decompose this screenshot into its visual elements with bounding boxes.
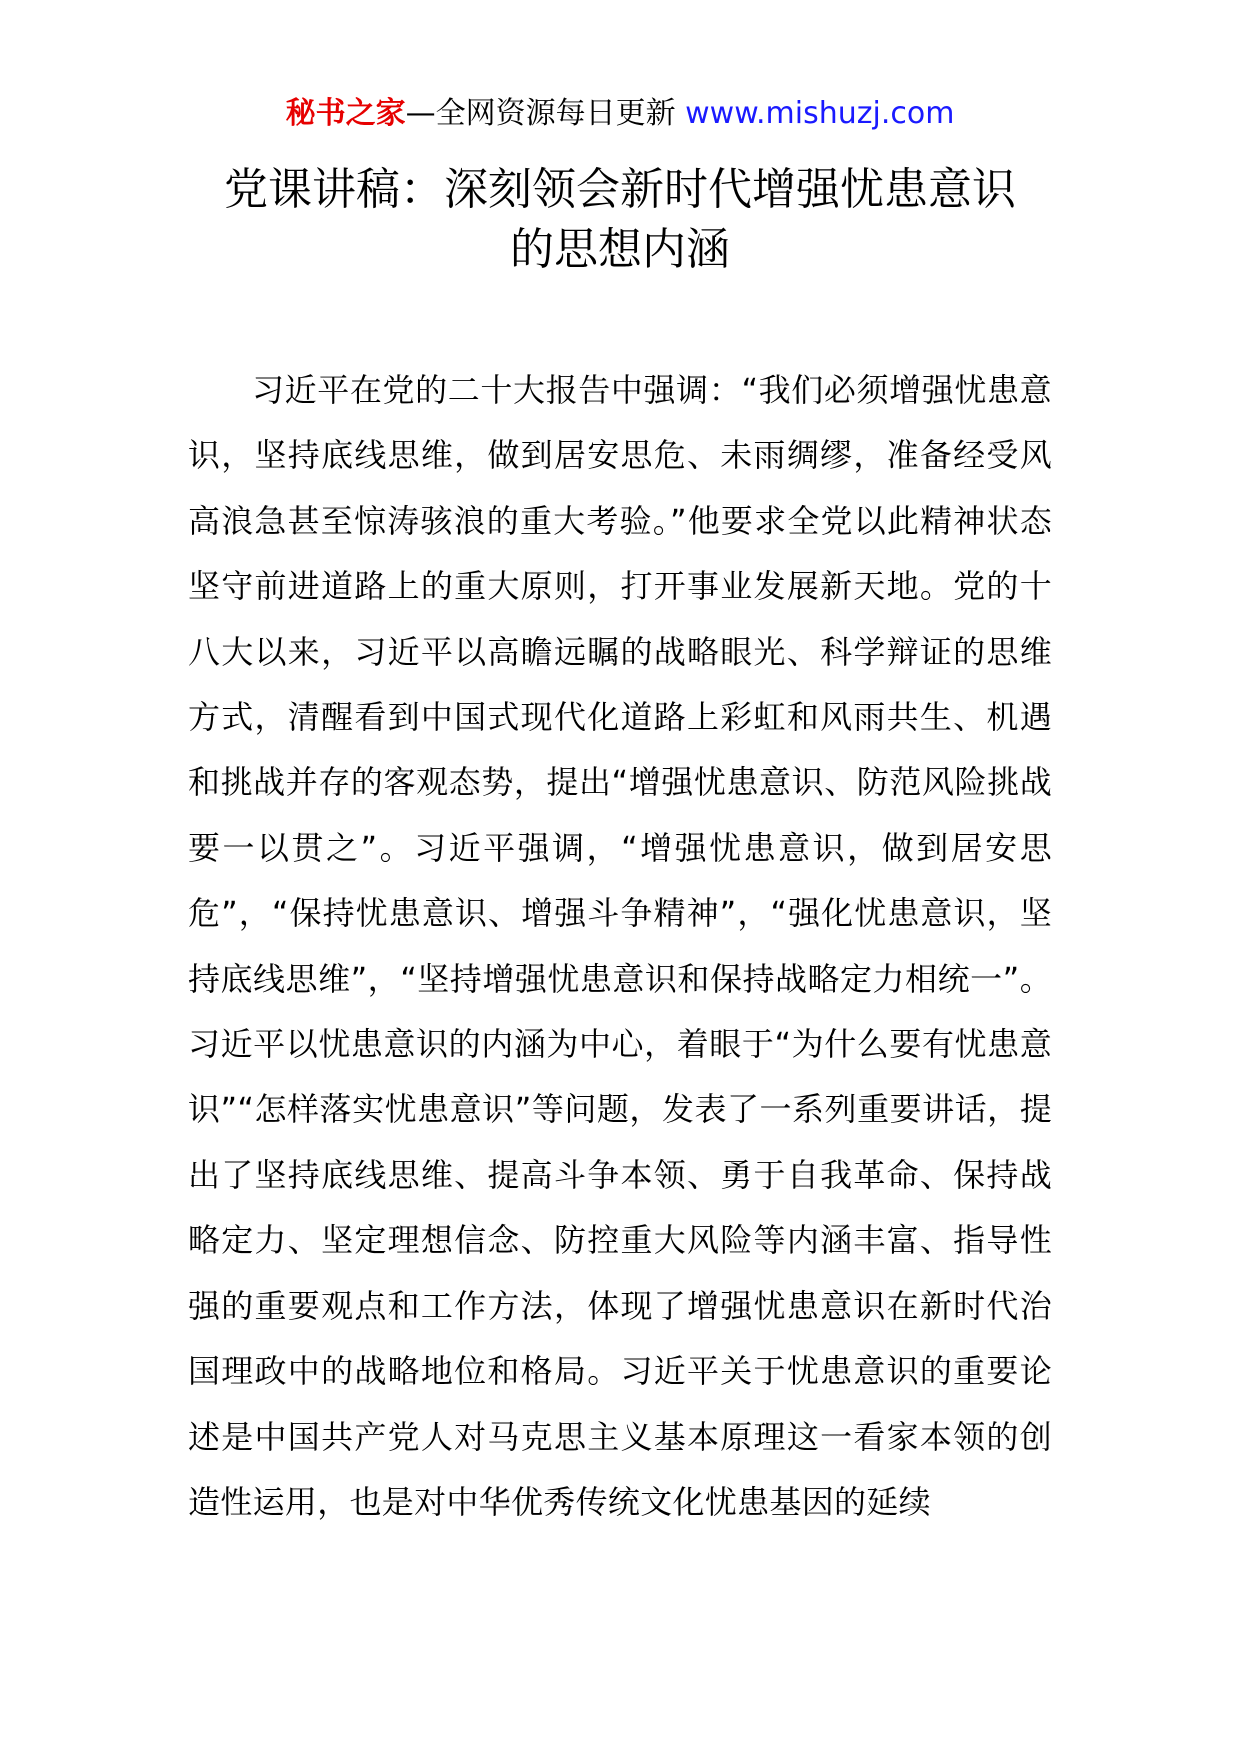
- document-paragraph: 习近平在党的二十大报告中强调：“我们必须增强忧患意识，坚持底线思维，做到居安思危、未雨绸缪，准备经受风高浪急甚至惊涛骇浪的重大考验。”他要求全党以此精神状态坚守前进道路上的重大原则，打开事业发展新天地。党的十八大以来，习近平以高瞻远瞩的战略眼光、科学辩证的思维方式，清醒看到中国式现代化道路上彩虹和风雨共生、机遇和挑战并存的客观态势，提出“增强忧患意识、防范风险挑战要一以贯之”。习近平强调，“增强忧患意识，做到居安思危”，“保持忧患意识、增强斗争精神”，“强化忧患意识，坚持底线思维”，“坚持增强忧患意识和保持战略定力相统一”。习近平以忧患意识的内涵为中心，着眼于“为什么要有忧患意识”“怎样落实忧患意识”等问题，发表了一系列重要讲话，提出了坚持底线思维、提高斗争本领、勇于自我革命、保持战略定力、坚定理想信念、防控重大风险等内涵丰富、指导性强的重要观点和工作方法，体现了增强忧患意识在新时代治国理政中的战略地位和格局。习近平关于忧患意识的重要论述是中国共产党人对马克思主义基本原理这一看家本领的创造性运用，也是对中华优秀传统文化忧患基因的延续: [188, 371, 1052, 1521]
- site-tagline: —全网资源每日更新: [405, 96, 676, 131]
- site-url-link[interactable]: www.mishuzj.com: [685, 96, 955, 131]
- document-title: [140, 160, 1100, 280]
- document-title-line-1: 党课讲稿：深刻领会新时代增强忧患意识: [224, 164, 1016, 215]
- site-header: [0, 94, 1240, 134]
- site-brand: 秘书之家: [285, 96, 406, 131]
- document-title-line-2: 的思想内涵: [510, 224, 730, 275]
